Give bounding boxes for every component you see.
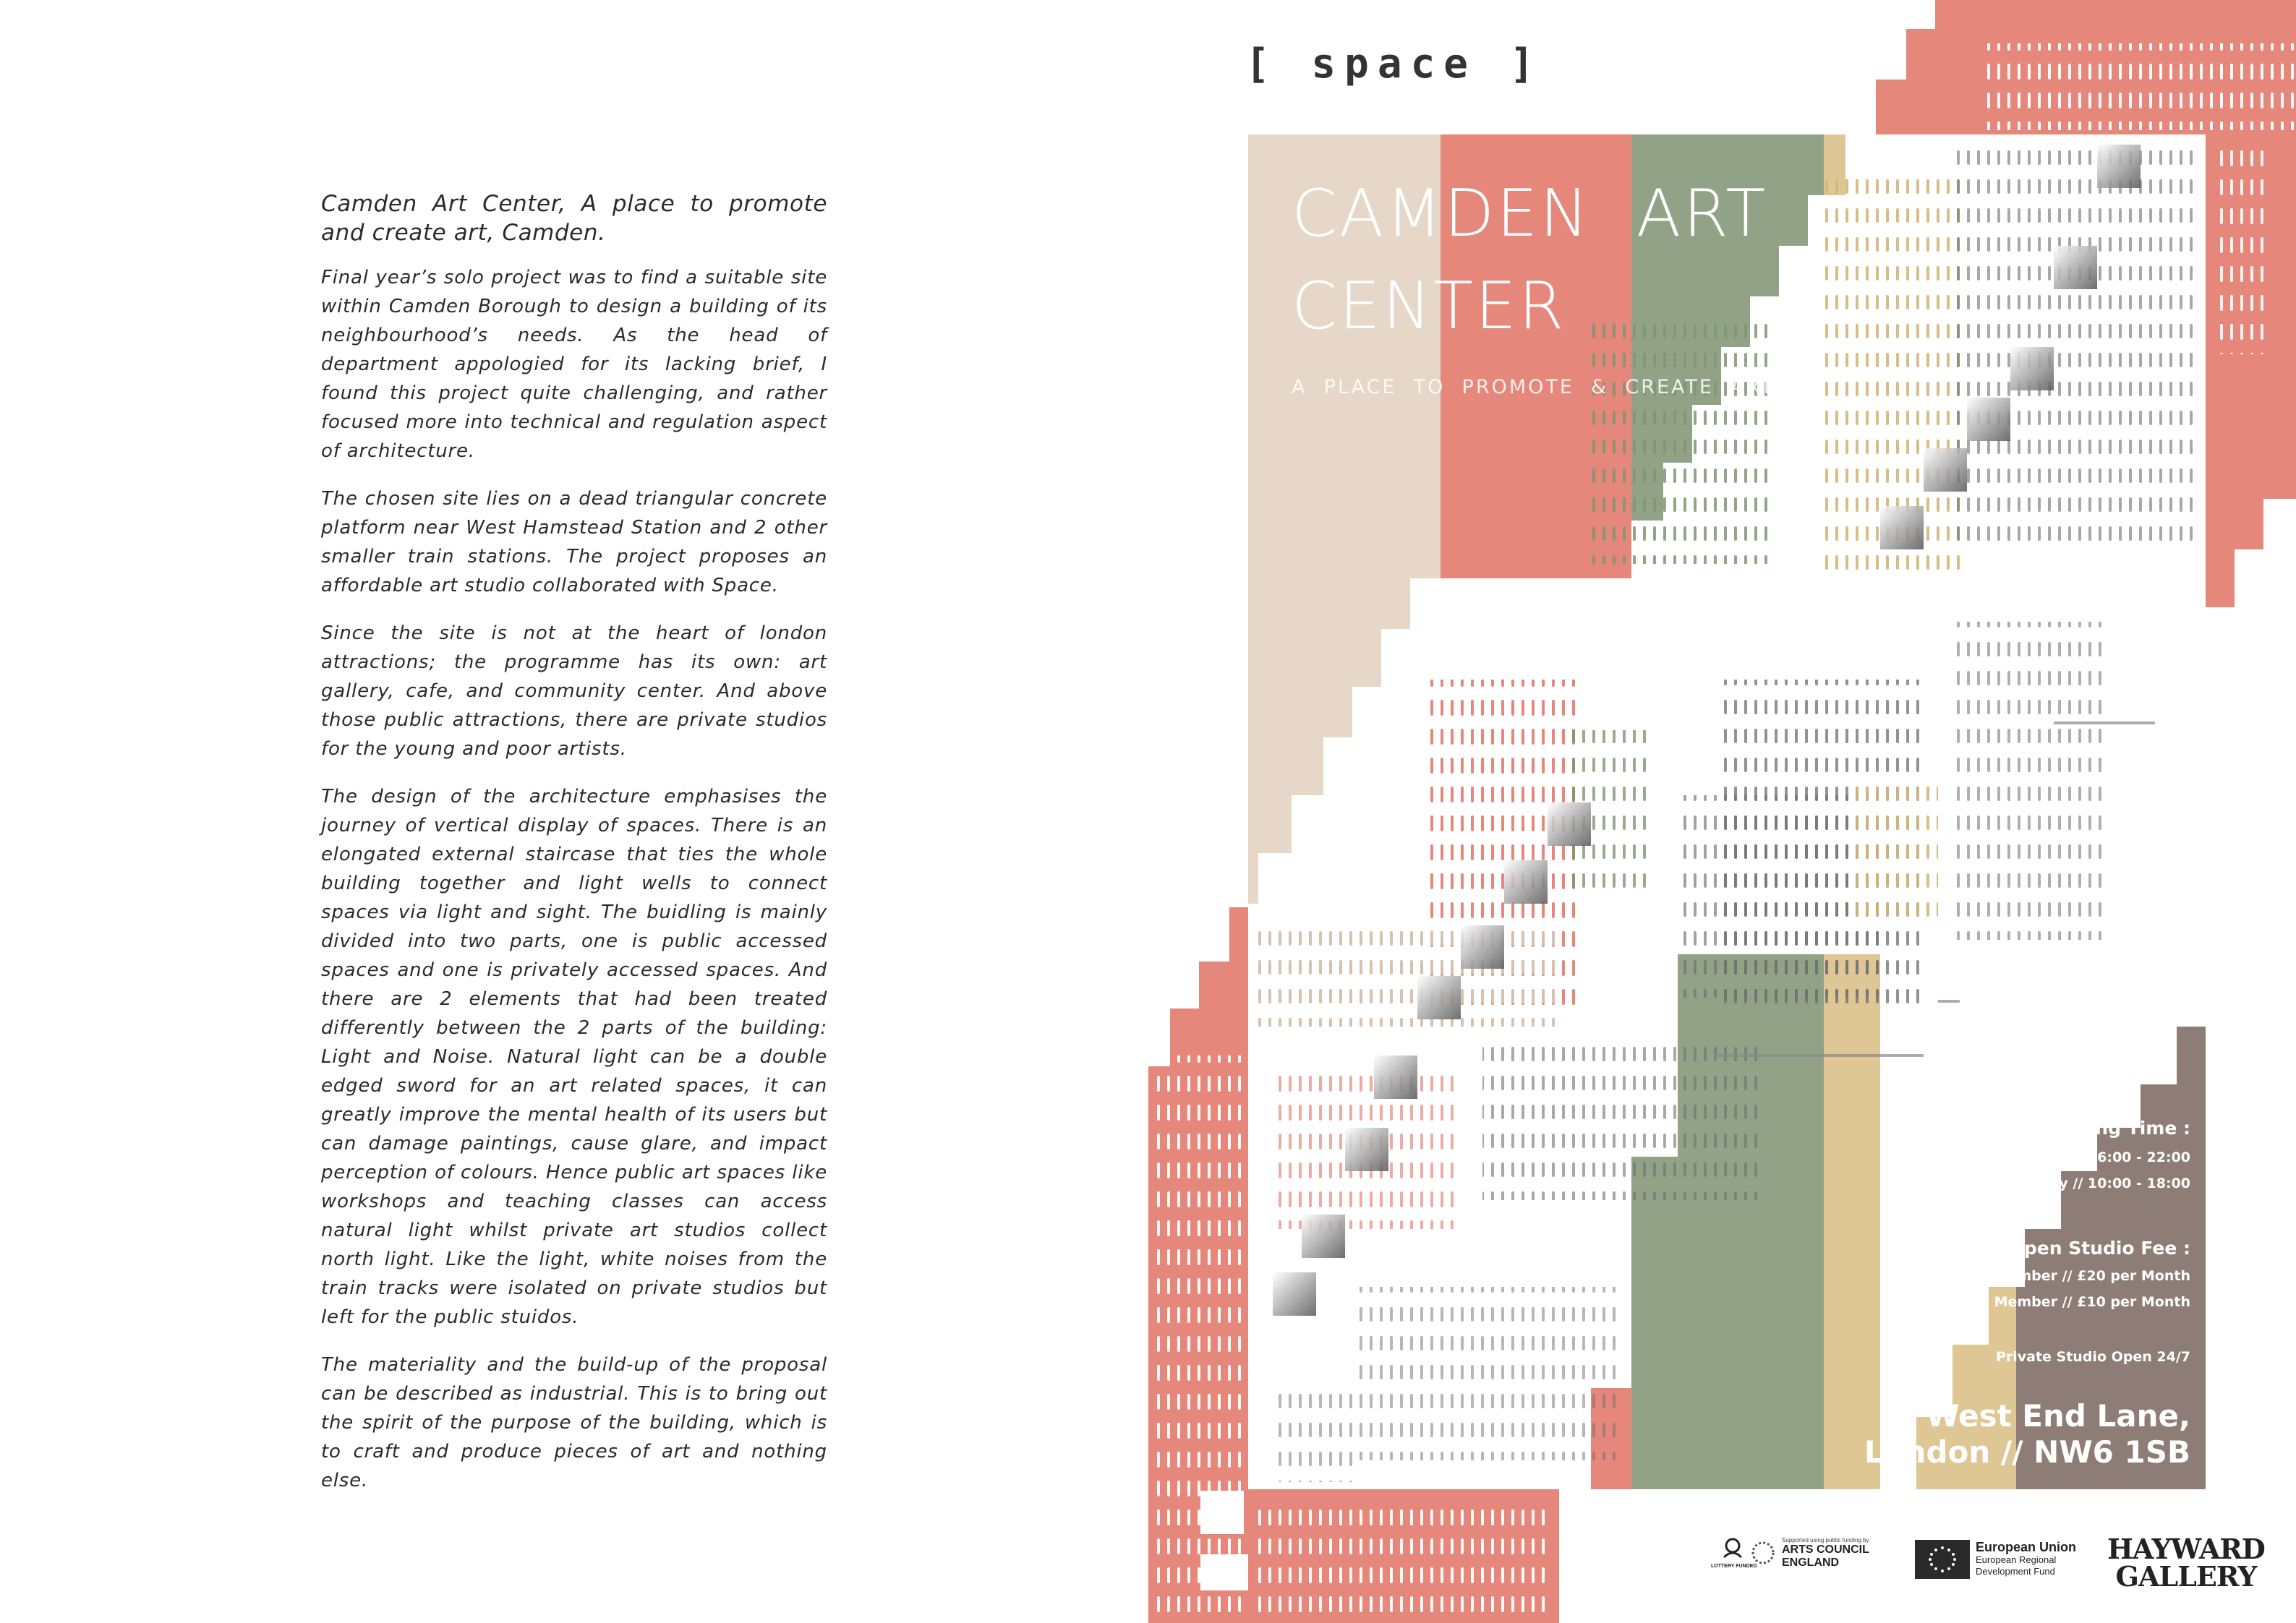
eu-flag-icon [1915,1540,1970,1579]
poster-title-line: CAMDEN ART [1292,176,1768,252]
space-logo: [ space ] [1245,40,1543,87]
lottery-logo [1711,1536,1757,1569]
hayward-gallery-logo [2107,1533,2265,1593]
address-line: London // NW6 1SB [1864,1434,2190,1470]
fee-title: Open Studio Fee : [2008,1238,2190,1259]
private-studio-note: Private Studio Open 24/7 [1995,1349,2190,1365]
lottery-hands-icon [1718,1536,1747,1560]
poster-subtitle: A PLACE TO PROMOTE & CREATE ART [1292,376,1775,398]
fee-standard: Standard Member // £10 per Month [1918,1294,2190,1310]
opening-weekday: Monday - Friday // 06:00 - 22:00 [1945,1149,2190,1165]
arts-council-line: ENGLAND [1782,1556,1840,1569]
arts-council-small-text: Supported using public funding by [1782,1537,1869,1543]
hayward-line: GALLERY [2115,1560,2257,1593]
description-paragraph: The materiality and the build-up of the proposal can be described as industrial. This is to bring out the spirit of the purpose of the building, which is to craft and produce pieces of art and nothing else. [321,1354,827,1491]
lottery-text: LOTTERY FUNDED [1711,1564,1757,1569]
opening-weekend: Saturday - Sunday // 10:00 - 18:00 [1926,1176,2190,1191]
description-heading: Camden Art Center, A place to promote and create art, Camden. [321,191,827,246]
address-line: West End Lane, [1926,1398,2190,1434]
description-paragraph: Final year’s solo project was to find a suitable site within Camden Borough to design a building of its neighbourhood’s needs. As the head of department appologied for its lacking brief, I found this project quite challenging, and rather focused more into technical and regulation aspect of architecture. [321,267,827,462]
poster-title-line: CENTER [1292,268,1566,344]
opening-time-title: Opening Time : [2035,1118,2190,1139]
description-paragraph: Since the site is not at the heart of london attractions; the programme has its own: art gallery, cafe, and community center. And above those public attractions, there are private studios for the young and poor artists. [321,622,827,760]
poster-title [1292,168,1767,353]
eu-title: European Union [1976,1540,2076,1554]
arts-council-ring-icon [1750,1540,1776,1566]
hayward-line: HAYWARD [2107,1533,2265,1565]
address [1864,1398,2190,1470]
description-paragraph: The chosen site lies on a dead triangular concrete platform near West Hamstead Station and 2 other smaller train stations. The project proposes an affordable art studio collaborated with Space. [321,488,827,596]
eu-line: Development Fund [1976,1566,2055,1577]
arts-council-line: ARTS COUNCIL [1782,1543,1869,1556]
description-paragraph: The design of the architecture emphasises the journey of vertical display of spaces. There is an elongated external staircase that ties the whole building together and light wells to connect spaces via light and sight. The buidling is mainly divided into two parts, one is public accessed spaces and one is privately accessed spaces. And there are 2 elements that had been treated differently between the 2 parts of the building: Light and Noise. Natural light can be a double edged sword for an art related spaces, it can greatly improve the mental health of its users but can damage paintings, cause glare, and impact perception of colours. Hence public art spaces like workshops and teaching classes can access natural light whilst private art studios collect north light. Like the light, white noises from the train tracks were isolated on private studios but left for the public stuidos. [321,786,827,1328]
eu-line: European Regional [1976,1554,2057,1565]
fee-premium: Premium Member // £20 per Month [1920,1268,2190,1284]
